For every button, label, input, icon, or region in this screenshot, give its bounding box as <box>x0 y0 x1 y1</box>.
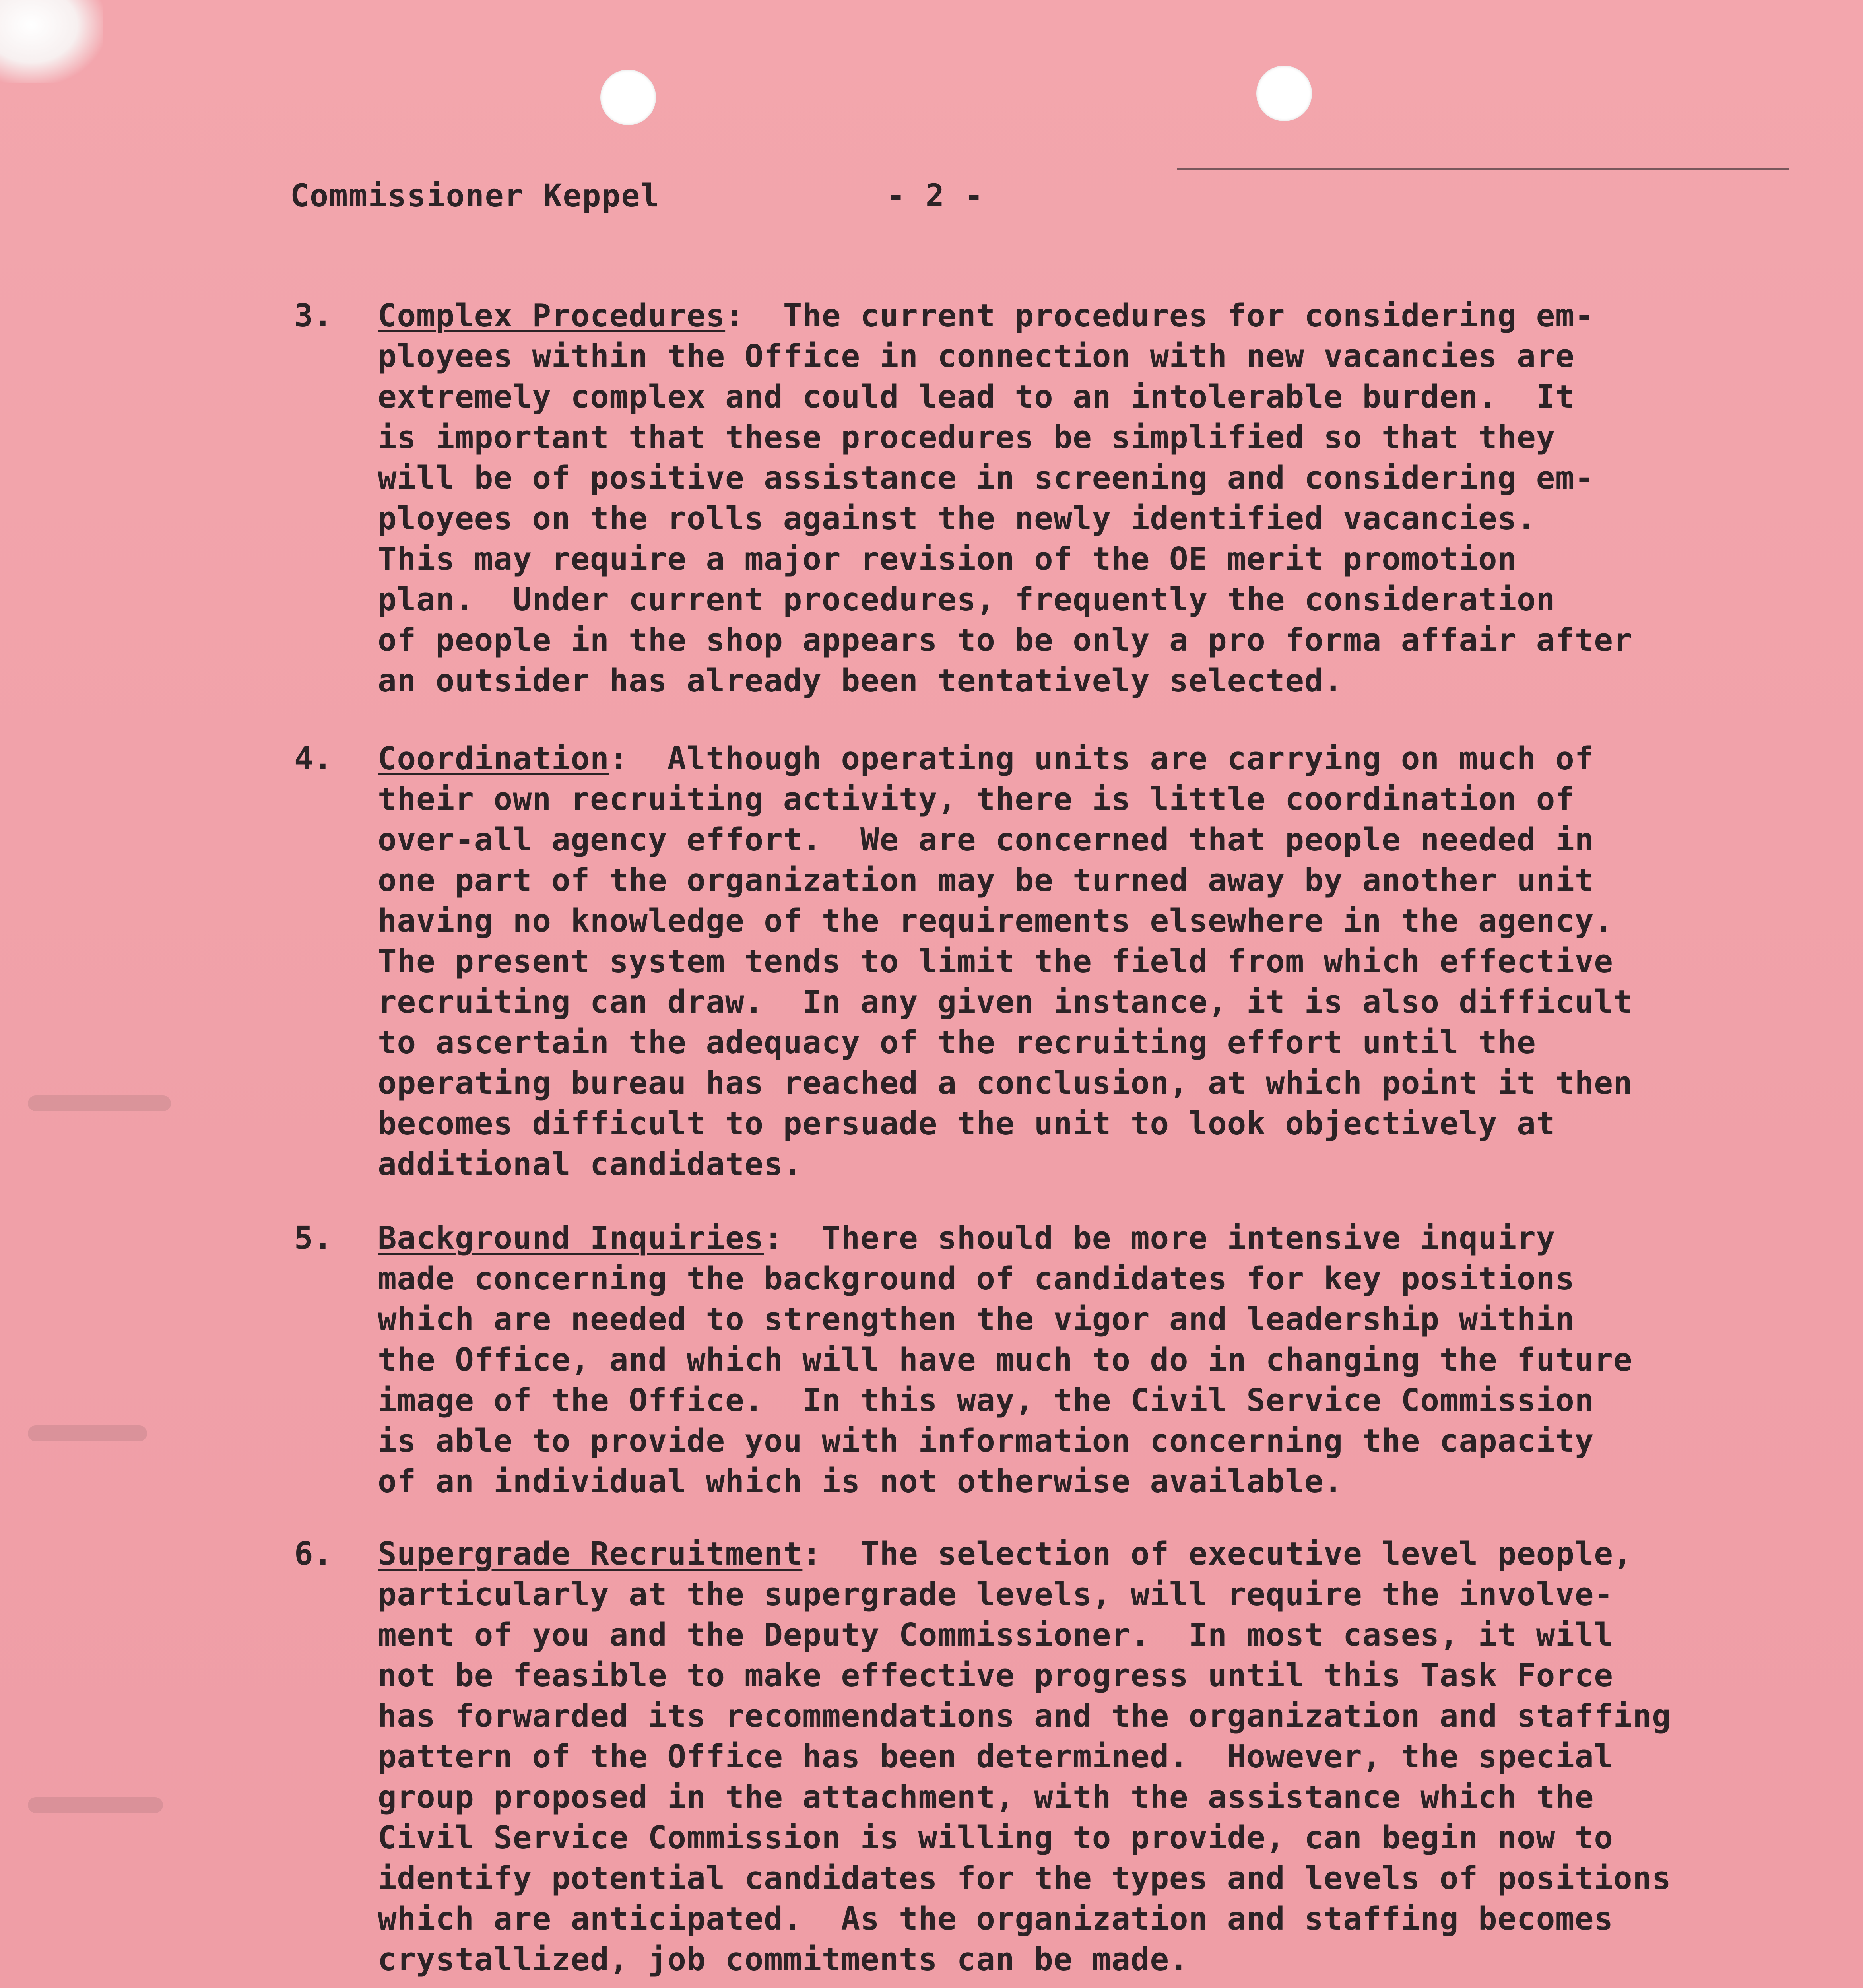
text-line: group proposed in the attachment, with the assistance which the <box>378 1779 1594 1815</box>
paragraph-title: Background Inquiries <box>378 1220 764 1256</box>
paragraph-first-line: Complex Procedures: The current procedures for considering em- <box>378 297 1594 334</box>
text-line: the Office, and which will have much to do in changing the future <box>378 1342 1633 1378</box>
paragraph-body <box>378 738 1769 1184</box>
paragraph-body <box>378 295 1769 701</box>
addressee: Commissioner Keppel <box>290 178 660 214</box>
text-line: of an individual which is not otherwise available. <box>378 1463 1343 1500</box>
text-line: to ascertain the adequacy of the recruiting effort until the <box>378 1024 1536 1061</box>
text-line: identify potential candidates for the types and levels of positions <box>378 1860 1671 1897</box>
text-line: an outsider has already been tentatively selected. <box>378 662 1343 699</box>
margin-smudge <box>28 1797 163 1813</box>
text-line: crystallized, job commitments can be made. <box>378 1941 1189 1978</box>
page-header <box>290 178 1483 226</box>
paragraph-number: 3. <box>294 297 333 334</box>
text-line: extremely complex and could lead to an intolerable burden. It <box>378 379 1575 415</box>
paragraph-first-line: Coordination: Although operating units are carrying on much of <box>378 740 1594 777</box>
text-line: The present system tends to limit the field from which effective <box>378 943 1613 980</box>
paragraph-body <box>378 1218 1769 1502</box>
text-line: not be feasible to make effective progress until this Task Force <box>378 1657 1613 1694</box>
text-line: Civil Service Commission is willing to provide, can begin now to <box>378 1819 1613 1856</box>
punch-hole-right <box>1256 66 1312 121</box>
text-line: plan. Under current procedures, frequently the consideration <box>378 581 1556 618</box>
text-line: having no knowledge of the requirements elsewhere in the agency. <box>378 903 1613 939</box>
text-line: is important that these procedures be simplified so that they <box>378 419 1556 456</box>
paragraph-number: 6. <box>294 1536 333 1572</box>
text-line: of people in the shop appears to be only a pro forma affair after <box>378 622 1633 658</box>
punch-hole-left <box>600 70 656 125</box>
header-rule <box>1177 168 1789 170</box>
paragraph-title: Supergrade Recruitment <box>378 1536 803 1572</box>
paragraph-body <box>378 1534 1769 1980</box>
text-line: will be of positive assistance in screening and considering em- <box>378 460 1594 496</box>
text-line: made concerning the background of candidates for key positions <box>378 1260 1575 1297</box>
paragraph-first-line: Supergrade Recruitment: The selection of executive level people, <box>378 1536 1633 1572</box>
text-line: recruiting can draw. In any given instance, it is also difficult <box>378 984 1633 1020</box>
torn-corner <box>0 0 103 83</box>
text-line: ployees on the rolls against the newly identified vacancies. <box>378 500 1536 537</box>
margin-smudge <box>28 1095 171 1111</box>
paragraph-number: 4. <box>294 740 333 777</box>
paragraph-title: Complex Procedures <box>378 297 726 334</box>
text-line: which are needed to strengthen the vigor and leadership within <box>378 1301 1575 1338</box>
text-line: operating bureau has reached a conclusion, at which point it then <box>378 1065 1633 1101</box>
text-line: which are anticipated. As the organization and staffing becomes <box>378 1901 1613 1937</box>
text-line: ment of you and the Deputy Commissioner. In most cases, it will <box>378 1617 1613 1653</box>
text-line: over-all agency effort. We are concerned that people needed in <box>378 821 1594 858</box>
text-line: particularly at the supergrade levels, will require the involve- <box>378 1576 1613 1613</box>
text-line: their own recruiting activity, there is little coordination of <box>378 781 1575 817</box>
paragraph-number: 5. <box>294 1220 333 1256</box>
text-line: one part of the organization may be turned away by another unit <box>378 862 1594 899</box>
margin-smudge <box>28 1425 147 1441</box>
page-number: - 2 - <box>887 178 984 214</box>
paragraph-first-line: Background Inquiries: There should be more intensive inquiry <box>378 1220 1556 1256</box>
text-line: becomes difficult to persuade the unit to look objectively at <box>378 1105 1556 1142</box>
text-line: has forwarded its recommendations and the organization and staffing <box>378 1698 1671 1734</box>
text-line: image of the Office. In this way, the Civil Service Commission <box>378 1382 1594 1419</box>
text-line: ployees within the Office in connection with new vacancies are <box>378 338 1575 375</box>
text-line: pattern of the Office has been determined. However, the special <box>378 1738 1613 1775</box>
paragraph-title: Coordination <box>378 740 609 777</box>
text-line: is able to provide you with information concerning the capacity <box>378 1423 1594 1459</box>
text-line: This may require a major revision of the OE merit promotion <box>378 541 1517 577</box>
text-line: additional candidates. <box>378 1146 803 1182</box>
